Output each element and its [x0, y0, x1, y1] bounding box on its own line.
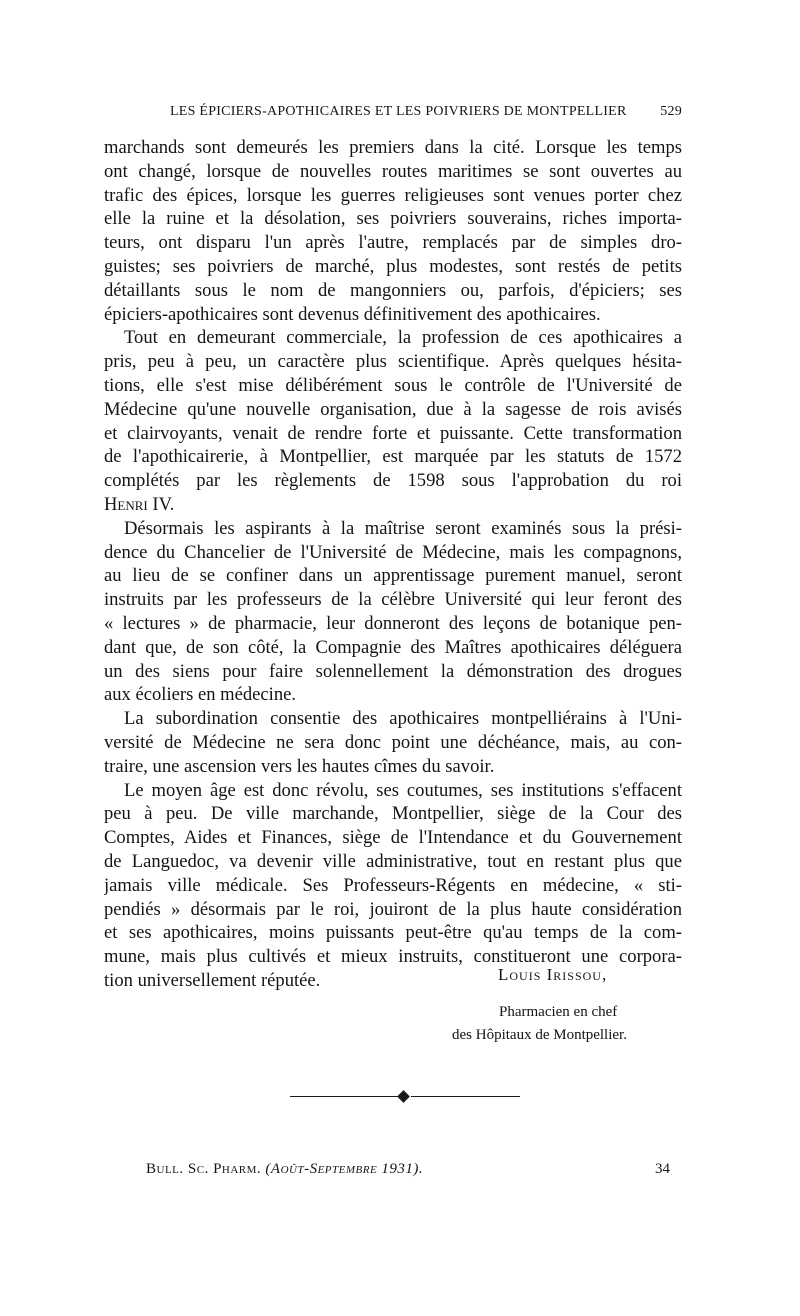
- text-line: ont changé, lorsque de nouvelles routes maritimes se sont ouvertes au: [104, 160, 682, 182]
- text-line: teurs, ont disparu l'un après l'autre, remplacés par de simples dro-: [104, 232, 682, 254]
- running-header: [104, 104, 682, 124]
- author-title: Pharmacien en chef: [499, 1004, 618, 1020]
- text-line: un des siens pour faire solennellement la démonstration des drogues: [104, 660, 682, 682]
- author-affiliation: des Hôpitaux de Montpellier.: [452, 1027, 627, 1043]
- text-line: tion universellement réputée.: [104, 969, 321, 991]
- journal-reference: [146, 1161, 423, 1178]
- text-line: tions, elle s'est mise délibérément sous le contrôle de l'Université de: [104, 374, 682, 396]
- text-line: pris, peu à peu, un caractère plus scientifique. Après quelques hésita-: [104, 351, 682, 373]
- sheet-number: 34: [655, 1161, 670, 1177]
- text-line: versité de Médecine ne sera donc point une déchéance, mais, au con-: [104, 731, 682, 753]
- text-line: Henri IV.: [104, 493, 175, 515]
- text-line: « lectures » de pharmacie, leur donneront des leçons de botanique pen-: [104, 612, 682, 634]
- section-end-ornament: [290, 1090, 520, 1104]
- diamond-icon: [397, 1090, 410, 1103]
- text-line: Médecine qu'une nouvelle organisation, due à la sagesse de rois avisés: [104, 398, 682, 420]
- text-line: marchands sont demeurés les premiers dans la cité. Lorsque les temps: [104, 137, 682, 158]
- text-line: de Languedoc, va devenir ville administrative, tout en restant plus que: [104, 850, 682, 872]
- text-line: Désormais les aspirants à la maîtrise seront examinés sous la prési-: [124, 517, 682, 539]
- text-line: Le moyen âge est donc révolu, ses coutumes, ses institutions s'effacent: [124, 779, 682, 801]
- journal-name: Bull. Sc. Pharm.: [146, 1161, 262, 1177]
- ornament-rule-right: [411, 1096, 520, 1097]
- text-line: complétés par les règlements de 1598 sous l'approbation du roi: [104, 470, 682, 492]
- text-line: mune, mais plus cultivés et mieux instruits, constitueront une corpora-: [104, 946, 682, 968]
- text-line: dant que, de son côté, la Compagnie des Maîtres apothicaires déléguera: [104, 636, 682, 658]
- ornament-rule-left: [290, 1096, 398, 1097]
- text-line: elle la ruine et la désolation, ses poivriers souverains, riches importa-: [104, 208, 682, 230]
- text-line: instruits par les professeurs de la célèbre Université qui leur feront des: [104, 589, 682, 611]
- text-line: guistes; ses poivriers de marché, plus modestes, sont restés de petits: [104, 255, 682, 277]
- text-line: jamais ville médicale. Ses Professeurs-Régents en médecine, « sti-: [104, 874, 682, 896]
- text-line: peu à peu. De ville marchande, Montpellier, siège de la Cour des: [104, 803, 682, 825]
- article-body: [104, 136, 682, 993]
- page-number: 529: [660, 104, 682, 119]
- page-footer: [146, 1161, 670, 1183]
- text-line: trafic des épices, lorsque les guerres religieuses sont venues porter chez: [104, 184, 682, 206]
- text-line: épiciers-apothicaires sont devenus définitivement des apothicaires.: [104, 303, 601, 325]
- text-line: et clairvoyants, venait de rendre forte et puissante. Cette transformation: [104, 422, 682, 444]
- text-line: détaillants sous le nom de mangonniers ou, parfois, d'épiciers; ses: [104, 279, 682, 301]
- running-title: LES ÉPICIERS-APOTHICAIRES ET LES POIVRIERS DE MONTPELLIER: [170, 104, 627, 119]
- journal-issue: (Août-Septembre 1931).: [265, 1161, 424, 1177]
- text-line: dence du Chancelier de l'Université de Médecine, mais les compagnons,: [104, 541, 682, 563]
- author-signature: Louis Irissou,: [498, 965, 608, 984]
- text-line: traire, une ascension vers les hautes cîmes du savoir.: [104, 755, 495, 777]
- text-line: La subordination consentie des apothicaires montpelliérains à l'Uni-: [124, 708, 682, 730]
- text-line: Tout en demeurant commerciale, la profession de ces apothicaires a: [124, 327, 682, 349]
- text-line: de l'apothicairerie, à Montpellier, est marquée par les statuts de 1572: [104, 446, 682, 468]
- text-line: Comptes, Aides et Finances, siège de l'Intendance et du Gouvernement: [104, 827, 682, 849]
- text-line: au lieu de se confiner dans un apprentissage purement manuel, seront: [104, 565, 682, 587]
- text-line: aux écoliers en médecine.: [104, 684, 297, 706]
- text-line: et ses apothicaires, moins puissants peut-être qu'au temps de la com-: [104, 922, 682, 944]
- text-line: pendiés » désormais par le roi, jouiront de la plus haute considération: [104, 898, 682, 920]
